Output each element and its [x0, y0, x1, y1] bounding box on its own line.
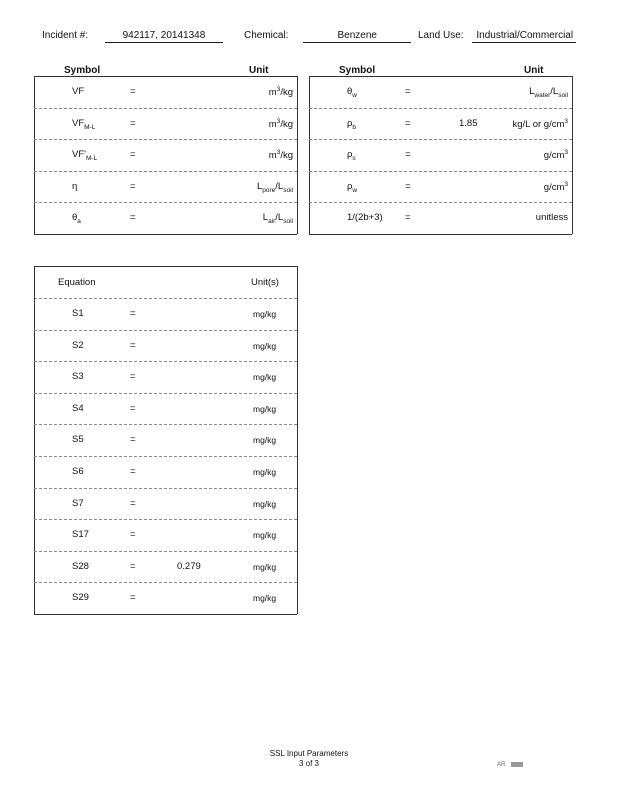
symbol-cell — [347, 149, 356, 162]
unit-cell: mg/kg — [253, 467, 277, 477]
symbol-cell — [347, 181, 357, 194]
equation-name: S2 — [72, 339, 84, 351]
equals-sign: = — [130, 592, 136, 604]
landuse-field — [418, 30, 576, 43]
symbol-text: ρ — [347, 117, 353, 129]
equals-sign: = — [405, 180, 411, 192]
unit-cell: mg/kg — [253, 403, 277, 414]
eq-header-divider — [34, 298, 297, 299]
redaction-bar — [511, 762, 523, 767]
row-divider — [34, 234, 297, 235]
unit-cell: $L_{air}/L_{soil}$ — [262, 212, 293, 225]
equation-name: S6 — [72, 466, 84, 477]
unit-cell: mg/kg — [253, 435, 277, 446]
symbol-cell — [347, 118, 356, 131]
row-divider — [34, 330, 297, 331]
row-divider — [309, 108, 572, 109]
equals-sign: = — [130, 86, 136, 97]
unit-cell: $g/cm^3$ — [543, 180, 568, 193]
unit-cell: mg/kg — [253, 372, 277, 383]
equals-sign: = — [405, 149, 411, 160]
row-divider — [34, 488, 297, 489]
symbol-cell — [347, 86, 357, 99]
table-left-border — [309, 76, 310, 234]
incident-field — [42, 30, 223, 43]
unit-header: Unit — [249, 65, 269, 76]
symbol-subscript: w — [352, 91, 357, 99]
table-left-border — [34, 76, 35, 234]
symbol-cell — [347, 212, 383, 223]
symbol-subscript: s — [352, 154, 356, 162]
unit-cell: mg/kg — [253, 309, 277, 319]
eq-table-top-border — [34, 266, 297, 267]
unit-cell: unitless — [535, 212, 568, 223]
footer-title: SSL Input Parameters — [269, 749, 349, 758]
equals-sign: = — [130, 339, 136, 351]
row-divider — [34, 456, 297, 457]
row-divider — [34, 551, 297, 552]
symbol-cell — [72, 86, 84, 97]
symbol-cell — [72, 149, 97, 162]
row-divider — [34, 614, 297, 615]
row-divider — [309, 171, 572, 172]
chemical-field — [244, 30, 411, 43]
equation-name: S1 — [72, 308, 84, 319]
unit-cell: $m^3/kg$ — [268, 117, 293, 130]
row-divider — [309, 234, 572, 235]
symbol-cell — [72, 212, 81, 225]
landuse-value: Industrial/Commercial — [472, 30, 576, 43]
symbol-text: VF' — [72, 149, 86, 160]
row-divider — [34, 202, 297, 203]
symbol-text: η — [72, 180, 78, 192]
equals-sign: = — [130, 371, 136, 383]
row-divider — [309, 139, 572, 140]
unit-cell: mg/kg — [253, 593, 277, 604]
symbol-text: VF — [72, 86, 85, 97]
row-divider — [34, 171, 297, 172]
unit-header: Unit — [524, 65, 544, 76]
equation-name: S4 — [72, 402, 84, 414]
unit-cell: $m^3/kg$ — [268, 86, 293, 99]
table-top-border — [309, 76, 572, 77]
eq-table-left-border — [34, 266, 35, 614]
footer-page: 3 of 3 — [298, 759, 319, 768]
symbol-subscript: a — [77, 217, 81, 225]
symbol-subscript: w — [352, 186, 358, 194]
row-divider — [34, 361, 297, 362]
equals-sign: = — [130, 402, 136, 414]
equals-sign: = — [130, 497, 136, 509]
unit-cell: $g/cm^3$ — [543, 149, 568, 162]
equation-name: S29 — [72, 592, 89, 604]
table-right-border — [572, 76, 573, 234]
row-divider — [34, 393, 297, 394]
equals-sign: = — [405, 117, 411, 129]
unit-cell: $m^3/kg$ — [268, 149, 293, 162]
symbol-text: VF — [72, 117, 85, 129]
unit-cell: mg/kg — [253, 530, 277, 541]
equals-sign: = — [405, 212, 411, 223]
row-divider — [34, 582, 297, 583]
row-divider — [34, 108, 297, 109]
unit-cell: mg/kg — [253, 561, 277, 572]
incident-label: Incident #: — [42, 30, 89, 41]
equation-name: S7 — [72, 497, 84, 509]
equals-sign: = — [130, 117, 136, 129]
equals-sign: = — [405, 86, 411, 97]
symbol-subscript: b — [352, 123, 357, 131]
units-header: Unit(s) — [251, 277, 279, 288]
unit-cell: mg/kg — [253, 498, 277, 509]
equals-sign: = — [130, 308, 136, 319]
row-divider — [34, 139, 297, 140]
equals-sign: = — [130, 149, 136, 160]
row-divider — [34, 424, 297, 425]
unit-cell: $L_{water}/L_{soil}$ — [529, 86, 568, 99]
symbol-header: Symbol — [339, 65, 376, 76]
value-cell: 0.279 — [177, 560, 201, 572]
symbol-text: θ — [347, 86, 353, 97]
symbol-text: θ — [72, 212, 78, 223]
symbol-cell — [72, 181, 77, 192]
equation-header: Equation — [58, 277, 96, 288]
equals-sign: = — [130, 434, 136, 446]
unit-cell: $L_{pore}/L_{soil}$ — [256, 180, 293, 194]
symbol-text: 1/(2b+3) — [347, 212, 383, 223]
equation-name: S3 — [72, 371, 84, 383]
chemical-label: Chemical: — [244, 30, 289, 41]
symbol-header: Symbol — [64, 65, 101, 76]
row-divider — [34, 519, 297, 520]
equation-name: S17 — [72, 529, 89, 541]
equals-sign: = — [130, 180, 136, 192]
unit-cell: mg/kg — [253, 340, 277, 351]
table-right-border — [297, 76, 298, 234]
landuse-label: Land Use: — [418, 30, 464, 41]
equation-name: S28 — [72, 560, 89, 572]
symbol-text: ρ — [347, 149, 353, 160]
symbol-text: ρ — [347, 180, 353, 192]
symbol-subscript: M-L — [85, 154, 98, 162]
equals-sign: = — [130, 212, 136, 223]
row-divider — [309, 202, 572, 203]
incident-value: 942117, 20141348 — [105, 30, 223, 43]
symbol-cell — [72, 118, 95, 131]
initials-text: AR — [497, 762, 506, 769]
table-top-border — [34, 76, 297, 77]
initials-stamp — [497, 762, 523, 768]
equation-name: S5 — [72, 434, 84, 446]
equals-sign: = — [130, 560, 136, 572]
chemical-value: Benzene — [303, 30, 411, 43]
unit-cell: kg/L or $g/cm^3$ — [512, 117, 568, 130]
symbol-subscript: M-L — [84, 123, 96, 131]
value-cell: 1.85 — [459, 117, 478, 129]
equals-sign: = — [130, 466, 136, 477]
equals-sign: = — [130, 529, 136, 541]
eq-table-right-border — [297, 266, 298, 614]
